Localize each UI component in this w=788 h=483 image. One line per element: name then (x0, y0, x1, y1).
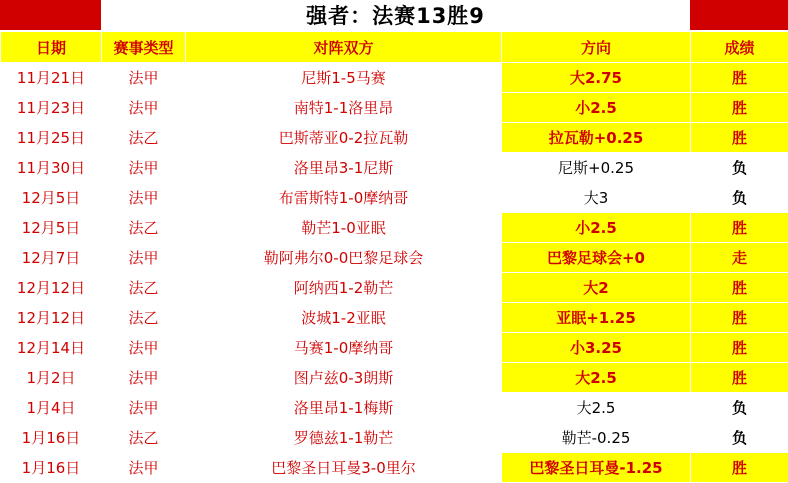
cell-date: 11月21日 (1, 63, 102, 93)
cell-date: 12月12日 (1, 273, 102, 303)
cell-result: 胜 (691, 213, 788, 243)
cell-type: 法甲 (102, 63, 186, 93)
cell-match: 巴黎圣日耳曼3-0里尔 (186, 453, 502, 483)
cell-result: 胜 (691, 63, 788, 93)
table-row (1, 63, 788, 93)
cell-result: 负 (691, 393, 788, 423)
title-left-accent (0, 0, 101, 30)
cell-type: 法甲 (102, 153, 186, 183)
cell-type: 法乙 (102, 303, 186, 333)
cell-direction: 勒芒-0.25 (502, 423, 691, 453)
title-right-accent (690, 0, 788, 30)
cell-direction: 亚眠+1.25 (502, 303, 691, 333)
cell-type: 法甲 (102, 183, 186, 213)
table-row (1, 333, 788, 363)
cell-result: 胜 (691, 453, 788, 483)
cell-date: 11月30日 (1, 153, 102, 183)
table-row (1, 393, 788, 423)
cell-match: 罗德兹1-1勒芒 (186, 423, 502, 453)
cell-date: 12月7日 (1, 243, 102, 273)
cell-match: 南特1-1洛里昂 (186, 93, 502, 123)
cell-direction: 小3.25 (502, 333, 691, 363)
cell-date: 12月5日 (1, 213, 102, 243)
column-header-type: 赛事类型 (102, 32, 186, 63)
cell-type: 法甲 (102, 243, 186, 273)
cell-direction: 大2.5 (502, 393, 691, 423)
cell-date: 1月16日 (1, 453, 102, 483)
cell-match: 勒芒1-0亚眠 (186, 213, 502, 243)
cell-type: 法甲 (102, 453, 186, 483)
cell-result: 胜 (691, 273, 788, 303)
cell-type: 法乙 (102, 213, 186, 243)
cell-result: 走 (691, 243, 788, 273)
cell-match: 布雷斯特1-0摩纳哥 (186, 183, 502, 213)
cell-result: 负 (691, 183, 788, 213)
cell-match: 尼斯1-5马赛 (186, 63, 502, 93)
cell-match: 波城1-2亚眠 (186, 303, 502, 333)
table-row (1, 363, 788, 393)
table-row (1, 213, 788, 243)
cell-direction: 大2 (502, 273, 691, 303)
cell-date: 12月12日 (1, 303, 102, 333)
cell-result: 胜 (691, 93, 788, 123)
cell-result: 胜 (691, 123, 788, 153)
cell-result: 负 (691, 153, 788, 183)
cell-direction: 巴黎足球会+0 (502, 243, 691, 273)
column-header-date: 日期 (1, 32, 102, 63)
table-body (1, 63, 788, 483)
table-row (1, 123, 788, 153)
table-row (1, 303, 788, 333)
cell-match: 勒阿弗尔0-0巴黎足球会 (186, 243, 502, 273)
cell-date: 1月2日 (1, 363, 102, 393)
cell-direction: 尼斯+0.25 (502, 153, 691, 183)
column-header-direction: 方向 (502, 32, 691, 63)
cell-result: 负 (691, 423, 788, 453)
cell-direction: 小2.5 (502, 213, 691, 243)
cell-date: 12月5日 (1, 183, 102, 213)
table-header-row (1, 32, 788, 63)
column-header-match: 对阵双方 (186, 32, 502, 63)
cell-date: 12月14日 (1, 333, 102, 363)
cell-date: 11月23日 (1, 93, 102, 123)
cell-direction: 小2.5 (502, 93, 691, 123)
table-row (1, 153, 788, 183)
page-title: 强者：法赛13胜9 (101, 0, 690, 30)
table-row (1, 183, 788, 213)
cell-result: 胜 (691, 303, 788, 333)
cell-type: 法乙 (102, 423, 186, 453)
table-row (1, 243, 788, 273)
cell-type: 法乙 (102, 123, 186, 153)
cell-direction: 大2.75 (502, 63, 691, 93)
column-header-result: 成绩 (691, 32, 788, 63)
cell-direction: 巴黎圣日耳曼-1.25 (502, 453, 691, 483)
table-row (1, 453, 788, 483)
title-bar (0, 0, 788, 31)
table-row (1, 93, 788, 123)
cell-type: 法甲 (102, 333, 186, 363)
cell-direction: 大3 (502, 183, 691, 213)
cell-type: 法甲 (102, 93, 186, 123)
table-row (1, 423, 788, 453)
cell-match: 巴斯蒂亚0-2拉瓦勒 (186, 123, 502, 153)
cell-date: 11月25日 (1, 123, 102, 153)
cell-type: 法甲 (102, 393, 186, 423)
cell-result: 胜 (691, 333, 788, 363)
cell-match: 阿纳西1-2勒芒 (186, 273, 502, 303)
cell-match: 洛里昂1-1梅斯 (186, 393, 502, 423)
cell-match: 马赛1-0摩纳哥 (186, 333, 502, 363)
cell-direction: 大2.5 (502, 363, 691, 393)
cell-result: 胜 (691, 363, 788, 393)
cell-date: 1月4日 (1, 393, 102, 423)
table-row (1, 273, 788, 303)
records-table (0, 31, 788, 483)
cell-type: 法甲 (102, 363, 186, 393)
cell-match: 图卢兹0-3朗斯 (186, 363, 502, 393)
cell-match: 洛里昂3-1尼斯 (186, 153, 502, 183)
cell-direction: 拉瓦勒+0.25 (502, 123, 691, 153)
cell-type: 法乙 (102, 273, 186, 303)
cell-date: 1月16日 (1, 423, 102, 453)
